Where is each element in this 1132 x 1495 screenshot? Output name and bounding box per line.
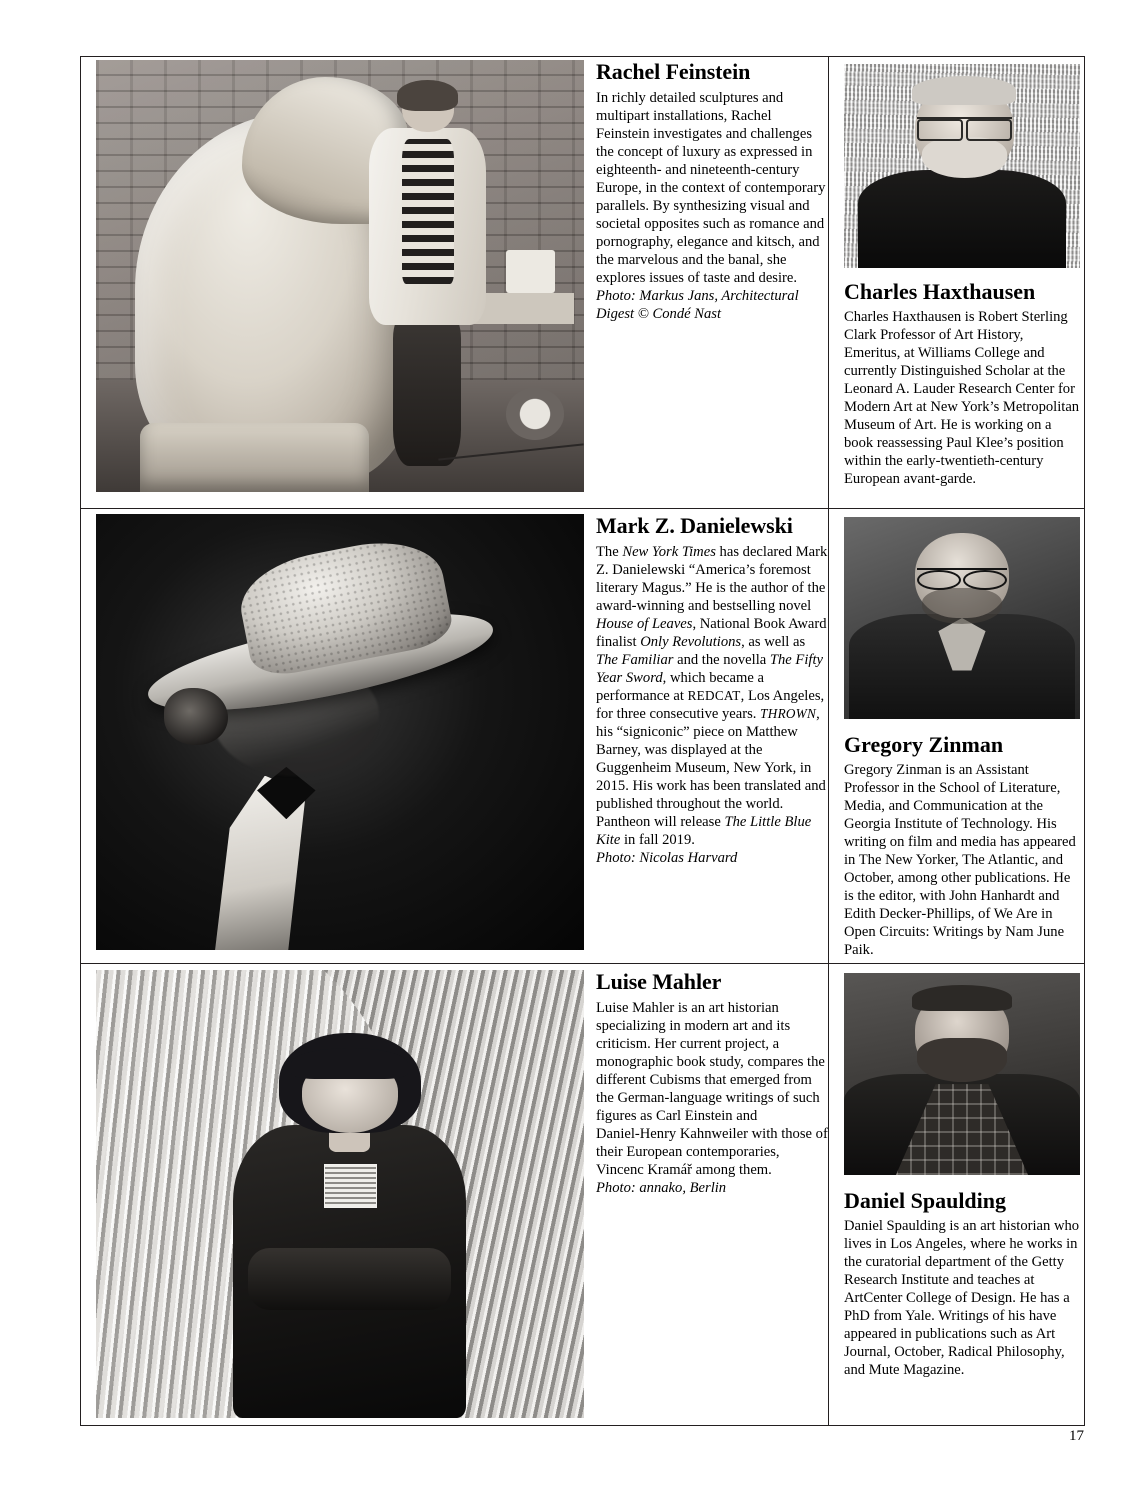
contributor-name: Charles Haxthausen <box>844 279 1036 304</box>
contributor-body: Daniel Spaulding is an art historian who lives in Los Angeles, where he works in the curatorial department of the Getty Research Institute and teaches at ArtCenter College of Design. He has a PhD from Yale. Writings of his have appeared in publications such as Art Journal, October, Radical Philosophy, and Mute Magazine. <box>844 1218 1080 1379</box>
rule-top-left <box>80 56 828 57</box>
mark-z-danielewski-bio <box>596 514 828 867</box>
mark-z-danielewski-photo <box>96 514 584 950</box>
rule-bottom-left <box>80 1425 828 1426</box>
page-number: 17 <box>1069 1428 1084 1444</box>
page-edge-rule <box>1084 56 1085 1426</box>
contributor-body: Gregory Zinman is an Assistant Professor in the School of Literature, Media, and Communication at the Georgia Institute of Technology. His writing on film and media has appeared in The New Yorker, The Atlantic, and October, among other publications. He is the editor, with John Hanhardt and Edith Decker‑Phillips, of We Are in Open Circuits: Writings by Nam June Paik. <box>844 762 1076 959</box>
luise-mahler-photo <box>96 970 584 1418</box>
contributor-body: Charles Haxthausen is Robert Sterling Clark Professor of Art History, Emeritus, at Williams College and currently Distinguished Scholar at the Leonard A. Lauder Research Center for Modern Art at New York’s Metropolitan Museum of Art. He is working on a book reassessing Paul Klee’s position within the early‑twentieth‑century European avant‑garde. <box>844 309 1080 488</box>
column-divider-left <box>80 56 81 1426</box>
entry-charles-haxthausen <box>844 64 1080 488</box>
contributor-body: The New York Times has declared Mark Z. Danielewski “America’s foremost literary Magus.” He is the author of the award‑winning and bestselling novel House of Leaves, National Book Award finalist Only Revolutions, as well as The Familiar and the novella The Fifty Year Sword, which became a performance at REDCAT, Los Angeles, for three consecutive years. THROWN, his “signiconic” piece on Matthew Barney, was displayed at the Guggenheim Museum, New York, in 2015. His work has been translated and published throughout the world. Pantheon will release The Little Blue Kite in fall 2019. <box>596 544 828 849</box>
contributor-body: Luise Mahler is an art historian specializing in modern art and its criticism. Her current project, a monographic book study, compares the different Cubisms that emerged from the German‑language writings of such figures as Carl Einstein and Daniel‑Henry Kahnweiler with those of their European contemporaries, Vincenc Kramář among them. <box>596 1000 828 1179</box>
rachel-feinstein-photo <box>96 60 584 492</box>
gregory-zinman-photo <box>844 517 1080 719</box>
column-divider-right <box>828 56 829 1426</box>
contributor-name: Luise Mahler <box>596 969 722 994</box>
entry-daniel-spaulding <box>844 973 1080 1379</box>
photo-credit: Photo: annako, Berlin <box>596 1180 727 1197</box>
contributor-name: Rachel Feinstein <box>596 59 751 84</box>
rule-mid1-left <box>80 508 828 509</box>
entry-gregory-zinman <box>844 517 1080 959</box>
rachel-feinstein-bio <box>596 60 828 323</box>
rule-bottom-right <box>828 1425 1084 1426</box>
charles-haxthausen-photo <box>844 64 1080 268</box>
luise-mahler-bio <box>596 970 828 1197</box>
rule-mid2-left <box>80 963 828 964</box>
rule-mid2-right <box>828 963 1084 964</box>
daniel-spaulding-photo <box>844 973 1080 1175</box>
photo-credit: Photo: Nicolas Harvard <box>596 850 738 867</box>
contributor-name: Daniel Spaulding <box>844 1188 1007 1213</box>
rule-mid1-right <box>828 508 1084 509</box>
photo-credit: Photo: Markus Jans, Architectural Digest © Condé Nast <box>596 288 799 323</box>
rule-top-right <box>828 56 1084 57</box>
contributor-name: Mark Z. Danielewski <box>596 513 793 538</box>
contributor-name: Gregory Zinman <box>844 732 1004 757</box>
contributor-body: In richly detailed sculptures and multipart installations, Rachel Feinstein investigates and challenges the concept of luxury as expressed in eighteenth‑ and nineteenth‑century Europe, in the context of contemporary parallels. By synthesizing visual and societal opposites such as romance and pornography, elegance and kitsch, and the marvelous and the banal, she explores issues of taste and desire. <box>596 90 826 287</box>
